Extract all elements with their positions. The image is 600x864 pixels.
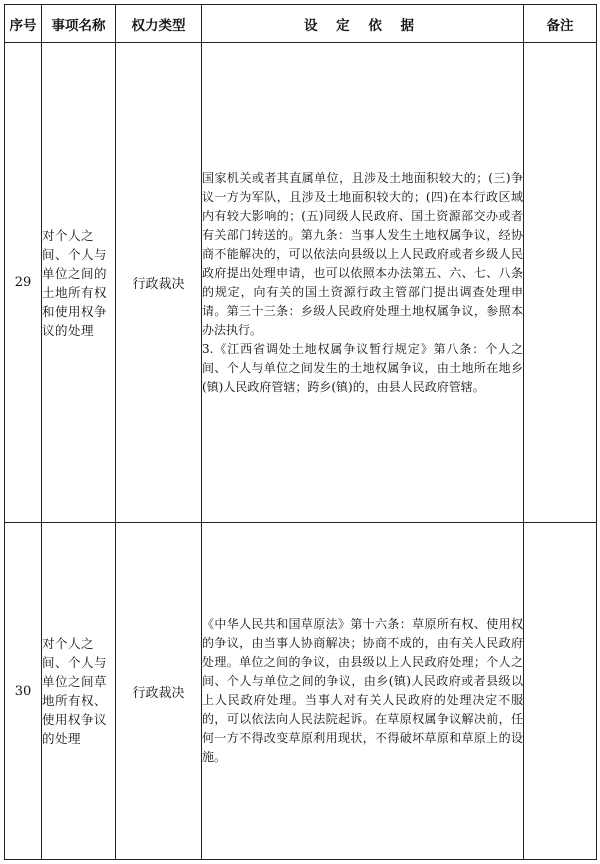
header-no: 序号 bbox=[5, 5, 42, 43]
legal-basis-paragraph: 3.《江西省调处土地权属争议暂行规定》第八条：个人之间、个人与单位之间发生的土地权属争议，由土地所在地乡(镇)人民政府管辖；跨乡(镇)的，由县人民政府管辖。 bbox=[202, 341, 523, 394]
legal-basis bbox=[202, 523, 524, 860]
table-header-row bbox=[5, 5, 597, 43]
legal-basis-paragraph: 国家机关或者其直属单位，且涉及土地面积较大的；(三)争议一方为军队，且涉及土地面积较大的；(四)在本行政区域内有较大影响的；(五)同级人民政府、国土资源部交办或者有关部门转送的。第九条：当事人发生土地权属争议，经协商不能解决的，可以依法向县级以上人民政府或者乡级人民政府提出处理申请，也可以依照本办法第五、六、七、八条的规定，向有关的国土资源行政主管部门提出调查处理申请。第三十三条：乡级人民政府处理土地权属争议，参照本办法执行。 bbox=[202, 170, 523, 337]
remarks bbox=[524, 43, 597, 523]
item-name: 对个人之间、个人与单位之间的土地所有权和使用权争议的处理 bbox=[42, 43, 116, 523]
header-legal-basis: 设 定 依 据 bbox=[202, 5, 524, 43]
remarks bbox=[524, 523, 597, 860]
header-remarks: 备注 bbox=[524, 5, 597, 43]
item-name: 对个人之间、个人与单位之间草地所有权、使用权争议的处理 bbox=[42, 523, 116, 860]
legal-basis-paragraph: 《中华人民共和国草原法》第十六条：草原所有权、使用权的争议，由当事人协商解决；协商不成的，由有关人民政府处理。单位之间的争议，由县级以上人民政府处理；个人之间、个人与单位之间的争议，由乡(镇)人民政府或者县级以上人民政府处理。当事人对有关人民政府的处理决定不服的，可以依法向人民法院起诉。在草原权属争议解决前，任何一方不得改变草原利用现状，不得破坏草原和草原上的设施。 bbox=[202, 617, 523, 764]
table-row bbox=[5, 43, 597, 523]
header-item-name: 事项名称 bbox=[42, 5, 116, 43]
legal-basis bbox=[202, 43, 524, 523]
table-row bbox=[5, 523, 597, 860]
row-number: 29 bbox=[5, 43, 42, 523]
power-type: 行政裁决 bbox=[116, 43, 202, 523]
authority-table bbox=[4, 4, 597, 860]
header-power-type: 权力类型 bbox=[116, 5, 202, 43]
row-number: 30 bbox=[5, 523, 42, 860]
power-type: 行政裁决 bbox=[116, 523, 202, 860]
